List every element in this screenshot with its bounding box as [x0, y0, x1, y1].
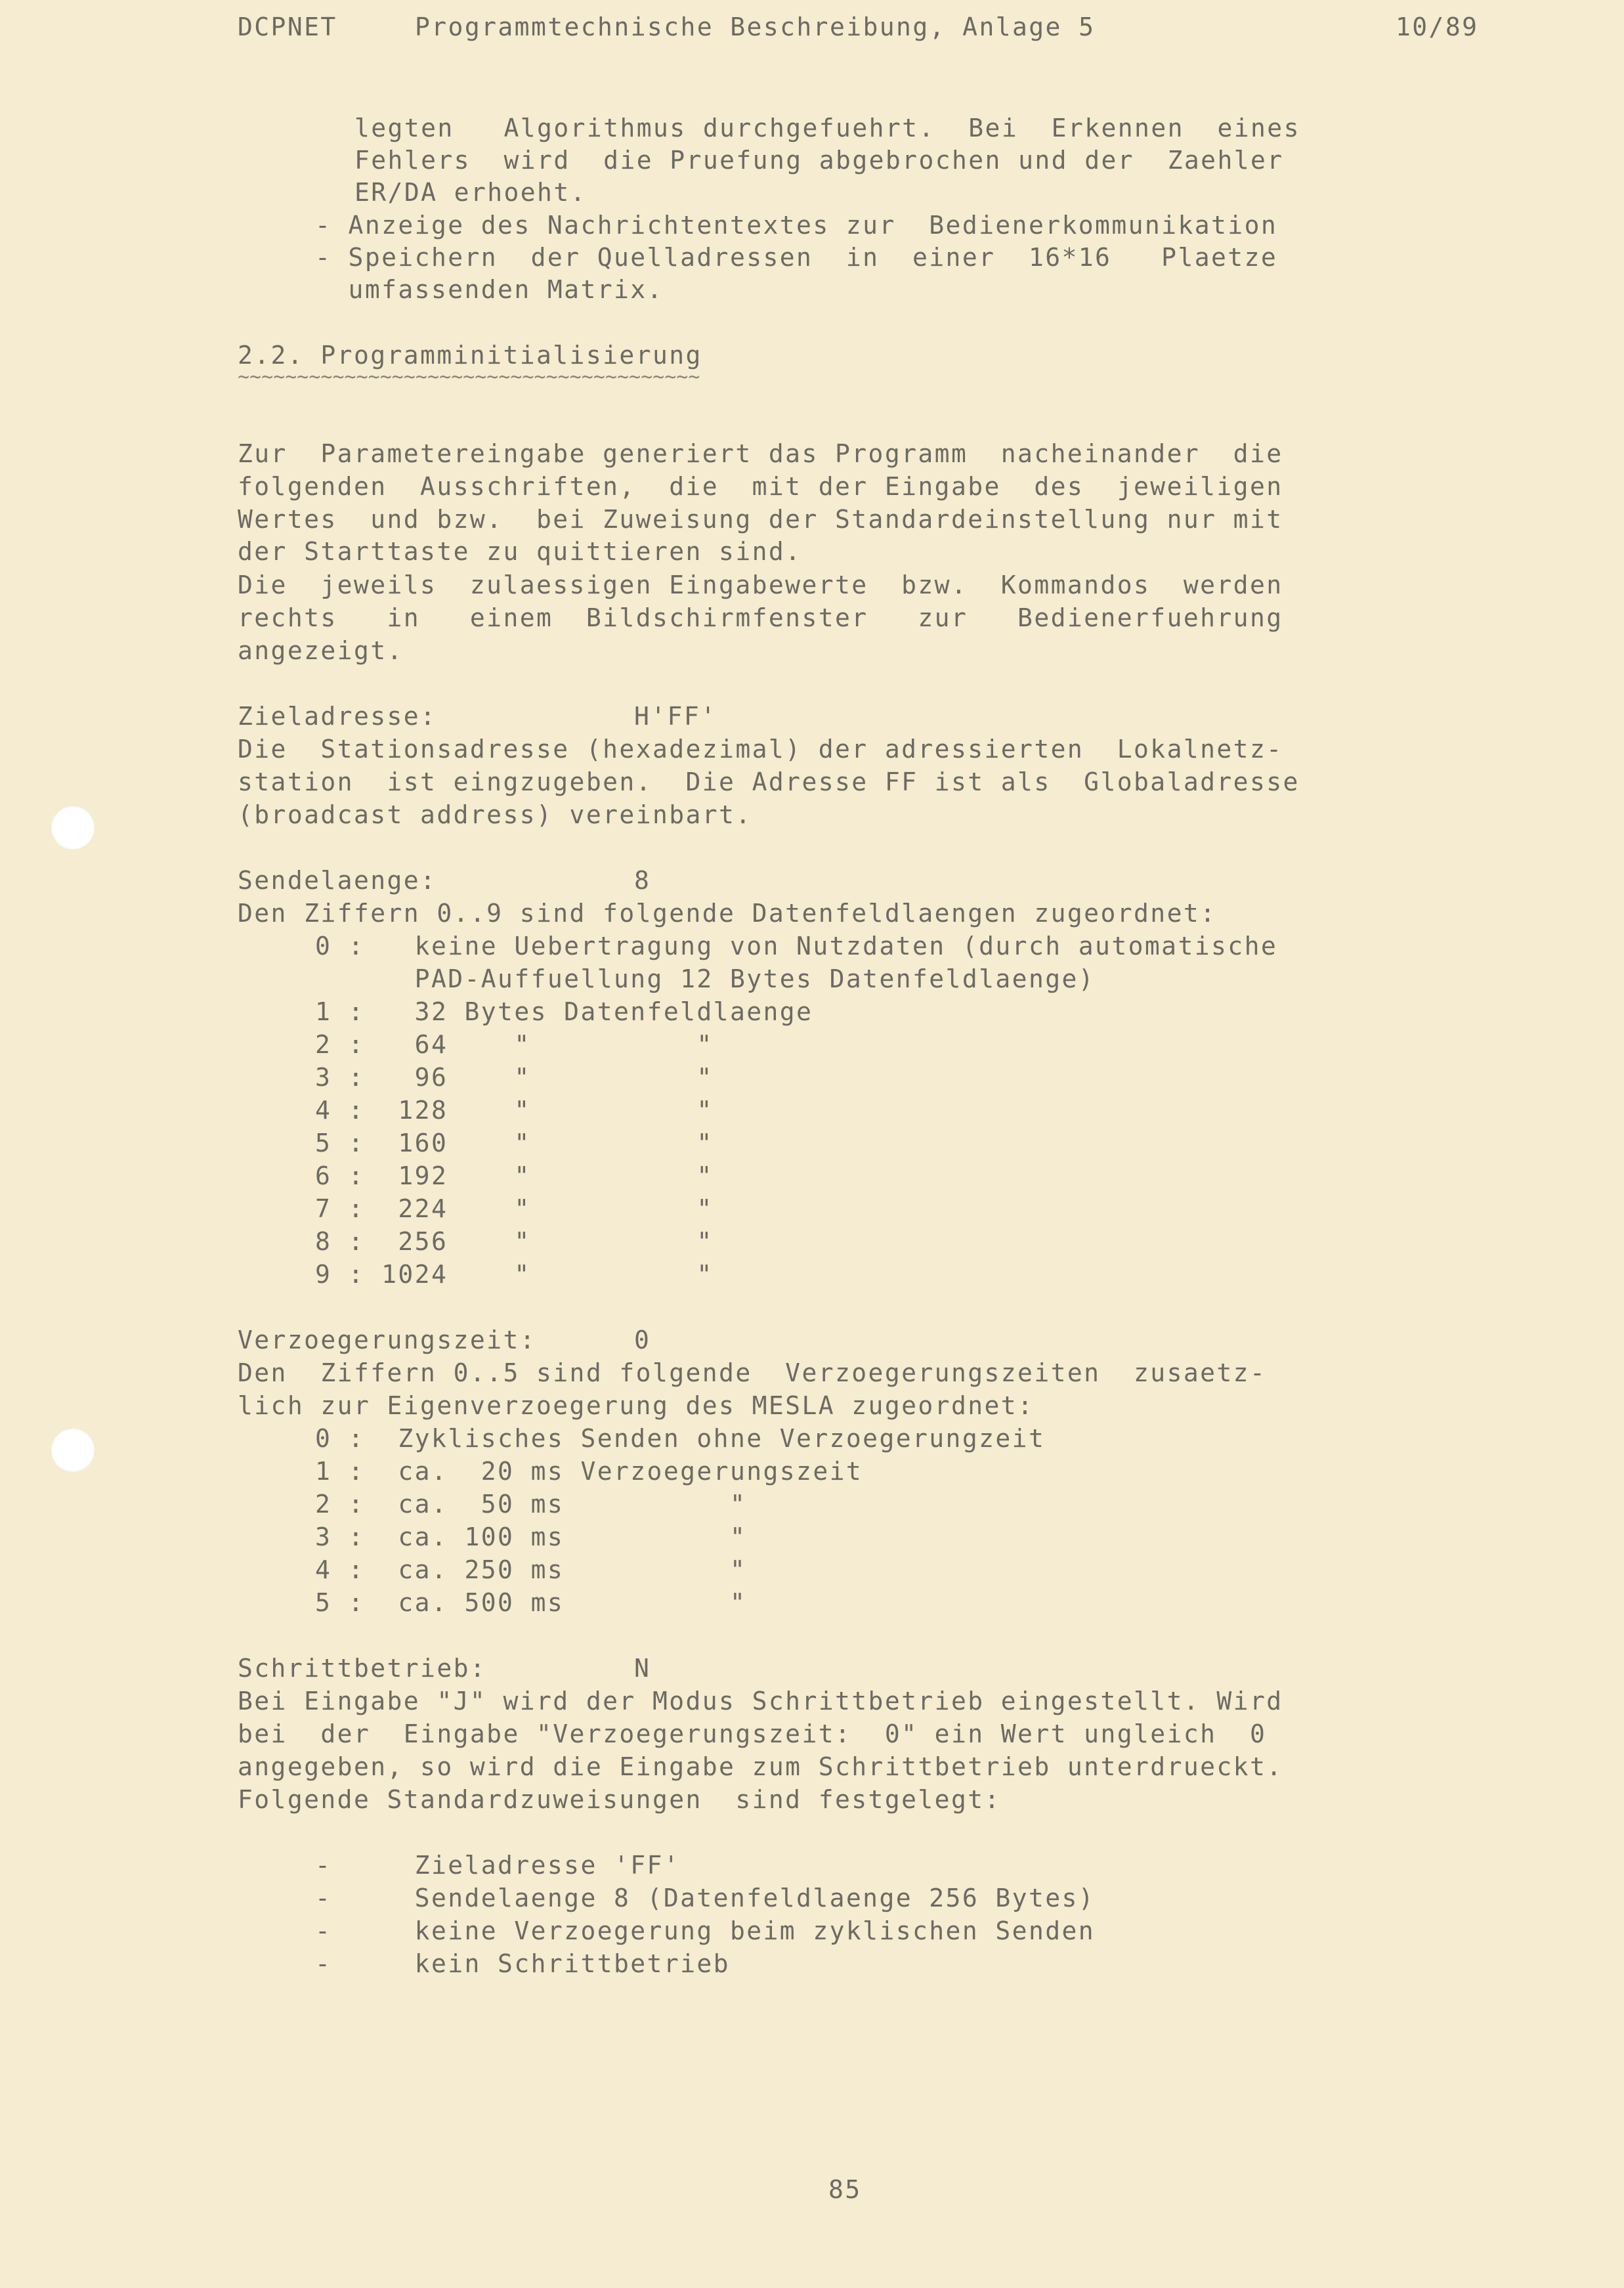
- list-item: 2 : ca. 50 ms ": [315, 1490, 747, 1519]
- paragraph-line: Die Stationsadresse (hexadezimal) der adressierten Lokalnetz-: [238, 735, 1283, 764]
- heading-underline: ~~~~~~~~~~~~~~~~~~~~~~~~~~~~~~~~~~~~~~~: [238, 366, 700, 389]
- paragraph-line: station ist eingzugeben. Die Adresse FF ist als Globaladresse: [238, 767, 1300, 796]
- paragraph-line: folgenden Ausschriften, die mit der Eingabe des jeweiligen: [238, 472, 1283, 501]
- param-label: Verzoegerungszeit:: [238, 1326, 537, 1354]
- text-line: ER/DA erhoeht.: [354, 178, 587, 207]
- punch-hole: [51, 806, 95, 850]
- paragraph-line: (broadcast address) vereinbart.: [238, 800, 752, 829]
- page-number: 85: [828, 2175, 862, 2204]
- header-left: DCPNET: [238, 12, 337, 41]
- header-date: 10/89: [1396, 12, 1479, 41]
- bullet-line: - Anzeige des Nachrichtentextes zur Bedienerkommunikation: [315, 211, 1278, 240]
- param-value: 8: [634, 866, 651, 895]
- default-item: - Zieladresse 'FF': [315, 1851, 681, 1880]
- param-value: H'FF': [634, 702, 717, 731]
- param-label: Zieladresse:: [238, 702, 437, 731]
- bullet-line: umfassenden Matrix.: [315, 275, 664, 304]
- list-item: 6 : 192 " ": [315, 1161, 714, 1190]
- header-title: Programmtechnische Beschreibung, Anlage 5: [415, 12, 1096, 41]
- list-item: 5 : ca. 500 ms ": [315, 1588, 747, 1617]
- paragraph-line: Zur Parametereingabe generiert das Programm nacheinander die: [238, 439, 1283, 468]
- paragraph-line: Den Ziffern 0..5 sind folgende Verzoegerungszeiten zusaetz-: [238, 1358, 1267, 1387]
- paragraph-line: Den Ziffern 0..9 sind folgende Datenfeldlaengen zugeordnet:: [238, 899, 1217, 928]
- paragraph-line: rechts in einem Bildschirmfenster zur Bedienerfuehrung: [238, 603, 1283, 632]
- list-item: 1 : 32 Bytes Datenfeldlaenge: [315, 997, 813, 1026]
- list-item: 9 : 1024 " ": [315, 1260, 714, 1289]
- param-label: Schrittbetrieb:: [238, 1654, 487, 1683]
- list-item: 1 : ca. 20 ms Verzoegerungszeit: [315, 1457, 863, 1486]
- text-line: Fehlers wird die Pruefung abgebrochen und der Zaehler: [354, 146, 1284, 175]
- list-item: 3 : 96 " ": [315, 1063, 714, 1092]
- param-value: 0: [634, 1326, 651, 1354]
- list-item: 3 : ca. 100 ms ": [315, 1522, 747, 1551]
- param-value: N: [634, 1654, 651, 1683]
- list-item: 7 : 224 " ": [315, 1194, 714, 1223]
- list-item: 8 : 256 " ": [315, 1227, 714, 1256]
- bullet-line: - Speichern der Quelladressen in einer 16*16 Plaetze: [315, 243, 1278, 272]
- paragraph-line: angezeigt.: [238, 636, 404, 665]
- default-item: - keine Verzoegerung beim zyklischen Senden: [315, 1916, 1096, 1945]
- default-item: - Sendelaenge 8 (Datenfeldlaenge 256 Bytes): [315, 1884, 1096, 1912]
- paragraph-line: Wertes und bzw. bei Zuweisung der Standardeinstellung nur mit: [238, 505, 1283, 534]
- section-heading: 2.2. Programminitialisierung: [238, 341, 702, 370]
- list-item: 0 : Zyklisches Senden ohne Verzoegerungzeit: [315, 1424, 1046, 1453]
- list-item: PAD-Auffuellung 12 Bytes Datenfeldlaenge): [315, 964, 1096, 993]
- text-line: legten Algorithmus durchgefuehrt. Bei Erkennen eines: [354, 114, 1300, 142]
- list-item: 4 : ca. 250 ms ": [315, 1555, 747, 1584]
- paragraph-line: der Starttaste zu quittieren sind.: [238, 537, 802, 566]
- list-item: 5 : 160 " ": [315, 1129, 714, 1157]
- list-item: 4 : 128 " ": [315, 1096, 714, 1125]
- default-item: - kein Schrittbetrieb: [315, 1949, 730, 1978]
- paragraph-line: angegeben, so wird die Eingabe zum Schrittbetrieb unterdrueckt.: [238, 1752, 1283, 1781]
- list-item: 2 : 64 " ": [315, 1030, 714, 1059]
- paragraph-line: bei der Eingabe "Verzoegerungszeit: 0" ein Wert ungleich 0: [238, 1719, 1267, 1748]
- paragraph-line: Bei Eingabe "J" wird der Modus Schrittbetrieb eingestellt. Wird: [238, 1687, 1283, 1716]
- list-item: 0 : keine Uebertragung von Nutzdaten (durch automatische: [315, 932, 1278, 961]
- param-label: Sendelaenge:: [238, 866, 437, 895]
- paragraph-line: lich zur Eigenverzoegerung des MESLA zugeordnet:: [238, 1391, 1035, 1420]
- paragraph-line: Folgende Standardzuweisungen sind festgelegt:: [238, 1785, 1001, 1814]
- punch-hole: [51, 1429, 95, 1472]
- paragraph-line: Die jeweils zulaessigen Eingabewerte bzw. Kommandos werden: [238, 571, 1283, 599]
